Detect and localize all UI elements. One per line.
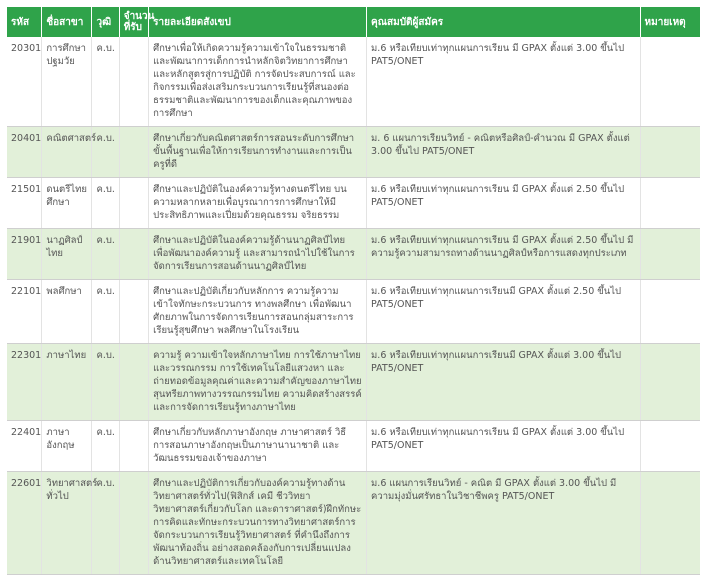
cell-name: วิทยาศาสตร์ทั่วไป bbox=[42, 472, 92, 575]
cell-degree: ค.บ. bbox=[92, 421, 119, 472]
cell-degree: ค.บ. bbox=[92, 127, 119, 178]
cell-qualification: ม.6 หรือเทียบเท่าทุกแผนการเรียน มี GPAX ตั้งแต่ 2.50 ขึ้นไป มีความรู้ความสามารถทางด้านนาฏศิลป์หรือการแสดงทุกประเภท bbox=[367, 229, 640, 280]
cell-count bbox=[119, 37, 148, 127]
cell-note bbox=[640, 229, 700, 280]
cell-code: 22601 bbox=[7, 472, 42, 575]
cell-note bbox=[640, 472, 700, 575]
cell-name: ภาษาไทย bbox=[42, 344, 92, 421]
cell-detail: ศึกษาและปฏิบัติในองค์ความรู้ทางดนตรีไทย บนความหลากหลายเพื่อบูรณาการการศึกษาให้มีประสิทธิภาพและเปี่ยมด้วยคุณธรรม จริยธรรม bbox=[149, 178, 367, 229]
header-degree: วุฒิ bbox=[92, 7, 119, 37]
cell-degree: ค.บ. bbox=[92, 178, 119, 229]
cell-degree: ค.บ. bbox=[92, 472, 119, 575]
cell-code: 22301 bbox=[7, 344, 42, 421]
cell-name: ดนตรีไทยศึกษา bbox=[42, 178, 92, 229]
cell-note bbox=[640, 280, 700, 344]
cell-note bbox=[640, 344, 700, 421]
table-row bbox=[7, 127, 700, 178]
cell-detail: ศึกษาและปฏิบัติในองค์ความรู้ด้านนาฏศิลป์ไทย เพื่อพัฒนาองค์ความรู้ และสามารถนำไปใช้ในการจัดการเรียนการสอนด้านนาฏศิลป์ไทย bbox=[149, 229, 367, 280]
cell-count bbox=[119, 127, 148, 178]
cell-detail: ศึกษาเกี่ยวกับหลักภาษาอังกฤษ ภาษาศาสตร์ วิธีการสอนภาษาอังกฤษเป็นภาษานานาชาติ และวัฒนธรรมของเจ้าของภาษา bbox=[149, 421, 367, 472]
table-row bbox=[7, 178, 700, 229]
cell-qualification: ม.6 หรือเทียบเท่าทุกแผนการเรียนมี GPAX ตั้งแต่ 3.00 ขึ้นไป PAT5/ONET bbox=[367, 344, 640, 421]
cell-code: 20301 bbox=[7, 37, 42, 127]
header-qualification: คุณสมบัติผู้สมัคร bbox=[367, 7, 640, 37]
header-branch: ชื่อสาขา bbox=[42, 7, 92, 37]
header-details: รายละเอียดสังเขป bbox=[149, 7, 367, 37]
table-row bbox=[7, 280, 700, 344]
cell-qualification: ม.6 หรือเทียบเท่าทุกแผนการเรียน มี GPAX ตั้งแต่ 3.00 ขึ้นไป PAT5/ONET bbox=[367, 37, 640, 127]
header-code: รหัส bbox=[7, 7, 42, 37]
cell-count bbox=[119, 229, 148, 280]
admission-table bbox=[7, 7, 700, 575]
cell-code: 22401 bbox=[7, 421, 42, 472]
cell-detail: ความรู้ ความเข้าใจหลักภาษาไทย การใช้ภาษาไทยและวรรณกรรม การใช้เทคโนโลยีแสวงหา และถ่ายทอดข้อมูลคุณค่าและความสำคัญของภาษาไทย สุนทรียภาพทางวรรณกรรมไทย ความคิดสร้างสรรค์และการจัดการเรียนรู้ทางภาษาไทย bbox=[149, 344, 367, 421]
cell-note bbox=[640, 37, 700, 127]
cell-detail: ศึกษาเพื่อให้เกิดความรู้ความเข้าใจในธรรมชาติและพัฒนาการเด็กการนำหลักจิตวิทยาการศึกษาและหลักสูตรสู่การปฏิบัติ การจัดประสบการณ์ และกิจกรรมเพื่อส่งเสริมกระบวนการเรียนรู้ที่สนองต่อธรรมชาติและพัฒนาการของเด็กและคุณภาพของการศึกษา bbox=[149, 37, 367, 127]
table-row bbox=[7, 229, 700, 280]
cell-note bbox=[640, 421, 700, 472]
cell-detail: ศึกษาและปฏิบัติการเกี่ยวกับองค์ความรู้ทางด้านวิทยาศาสตร์ทั่วไป(ฟิสิกส์ เคมี ชีววิทยา วิทยาศาสตร์เกี่ยวกับโลก และดาราศาสตร์)ฝึกทักษะการคิดและทักษะกระบวนการทางวิทยาศาสตร์การจัดกระบวนการเรียนรู้วิทยาศาสตร์ ที่คำนึงถึงการพัฒนาท้องถิ่น อย่างสอดคล้องกับการเปลี่ยนแปลงด้านวิทยาศาสตร์และเทคโนโลยี bbox=[149, 472, 367, 575]
cell-count bbox=[119, 280, 148, 344]
header-note: หมายเหตุ bbox=[640, 7, 700, 37]
cell-qualification: ม.6 หรือเทียบเท่าทุกแผนการเรียนมี GPAX ตั้งแต่ 2.50 ขึ้นไป PAT5/ONET bbox=[367, 280, 640, 344]
cell-count bbox=[119, 472, 148, 575]
cell-qualification: ม.6 หรือเทียบเท่าทุกแผนการเรียน มี GPAX ตั้งแต่ 2.50 ขึ้นไป PAT5/ONET bbox=[367, 178, 640, 229]
cell-count bbox=[119, 421, 148, 472]
cell-qualification: ม.6 แผนการเรียนวิทย์ - คณิต มี GPAX ตั้งแต่ 3.00 ขึ้นไป มีความมุ่งมั่นศรัทธาในวิชาชีพครู PAT5/ONET bbox=[367, 472, 640, 575]
cell-code: 20401 bbox=[7, 127, 42, 178]
cell-name: คณิตศาสตร์ bbox=[42, 127, 92, 178]
header-count: จำนวนที่รับ bbox=[119, 7, 148, 37]
cell-degree: ค.บ. bbox=[92, 229, 119, 280]
cell-count bbox=[119, 344, 148, 421]
admission-table-container bbox=[7, 7, 700, 575]
cell-code: 21501 bbox=[7, 178, 42, 229]
cell-count bbox=[119, 178, 148, 229]
cell-name: ภาษาอังกฤษ bbox=[42, 421, 92, 472]
cell-note bbox=[640, 127, 700, 178]
cell-code: 21901 bbox=[7, 229, 42, 280]
table-row bbox=[7, 344, 700, 421]
header-row bbox=[7, 7, 700, 37]
cell-degree: ค.บ. bbox=[92, 37, 119, 127]
table-row bbox=[7, 472, 700, 575]
cell-name: การศึกษาปฐมวัย bbox=[42, 37, 92, 127]
table-row bbox=[7, 421, 700, 472]
table-header bbox=[7, 7, 700, 37]
cell-code: 22101 bbox=[7, 280, 42, 344]
cell-name: นาฏศิลป์ไทย bbox=[42, 229, 92, 280]
cell-qualification: ม. 6 แผนการเรียนวิทย์ - คณิตหรือศิลป์-คำนวณ มี GPAX ตั้งแต่ 3.00 ขึ้นไป PAT5/ONET bbox=[367, 127, 640, 178]
cell-degree: ค.บ. bbox=[92, 280, 119, 344]
cell-degree: ค.บ. bbox=[92, 344, 119, 421]
table-body bbox=[7, 37, 700, 575]
table-row bbox=[7, 37, 700, 127]
cell-detail: ศึกษาและปฏิบัติเกี่ยวกับหลักการ ความรู้ความเข้าใจทักษะกระบวนการ ทางพลศึกษา เพื่อพัฒนาศักยภาพในการจัดการเรียนการสอนกลุ่มสาระการเรียนรู้สุขศึกษา พลศึกษาในโรงเรียน bbox=[149, 280, 367, 344]
cell-note bbox=[640, 178, 700, 229]
cell-name: พลศึกษา bbox=[42, 280, 92, 344]
cell-detail: ศึกษาเกี่ยวกับคณิตศาสตร์การสอนระดับการศึกษา ขั้นพื้นฐานเพื่อให้การเรียนการทำงานและการเป็นครูที่ดี bbox=[149, 127, 367, 178]
cell-qualification: ม.6 หรือเทียบเท่าทุกแผนการเรียน มี GPAX ตั้งแต่ 3.00 ขึ้นไป PAT5/ONET bbox=[367, 421, 640, 472]
